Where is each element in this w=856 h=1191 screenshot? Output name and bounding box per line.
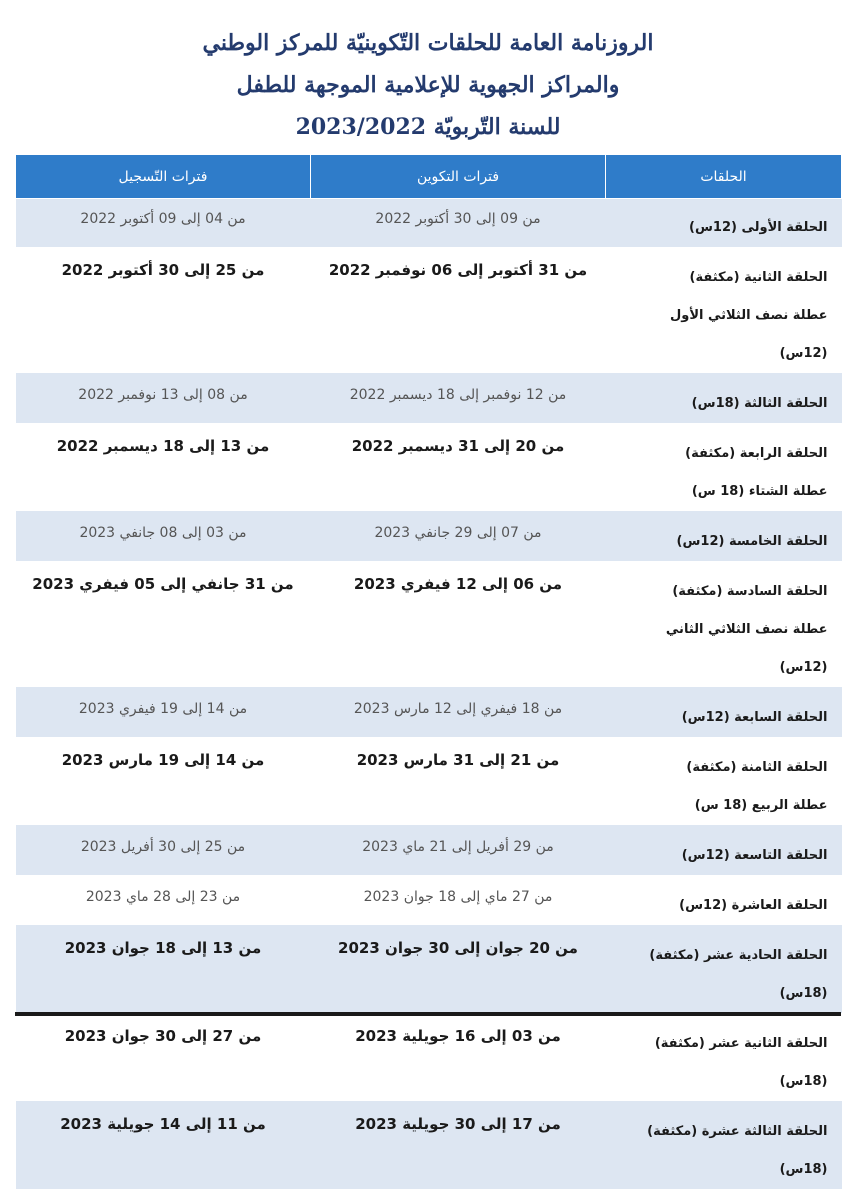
table-row [16,562,842,688]
training-period-cell: من 07 إلى 29 جانفي 2023 [311,512,606,562]
registration-period-cell: من 08 إلى 13 نوفمبر 2022 [16,374,311,424]
training-period-cell: من 31 أكتوبر إلى 06 نوفمبر 2022 [311,248,606,374]
table-row [16,926,842,1014]
circuit-cell: الحلقة الأولى (12س) [606,199,842,249]
column-header-circuits: الحلقات [606,155,842,199]
table-row [16,374,842,424]
registration-period-cell: من 25 إلى 30 أفريل 2023 [16,826,311,876]
column-header-registration: فترات التّسجيل [16,155,311,199]
training-period-cell: من 06 إلى 12 فيفري 2023 [311,562,606,688]
title-line-1: الروزنامة العامة للحلقات التّكوينيّة للمركز الوطني [202,30,654,56]
circuit-cell: الحلقة الحادية عشر (مكثفة) (18س) [606,926,842,1014]
table-row [16,424,842,512]
registration-period-cell: من 13 إلى 18 ديسمبر 2022 [16,424,311,512]
circuit-cell: الحلقة التاسعة (12س) [606,826,842,876]
registration-period-cell: من 31 جانفي إلى 05 فيفري 2023 [16,562,311,688]
registration-period-cell: من 14 إلى 19 فيفري 2023 [16,688,311,738]
schedule-table-wrapper [15,154,841,1191]
circuit-cell: الحلقة الخامسة (12س) [606,512,842,562]
table-row [16,826,842,876]
registration-period-cell: من 03 إلى 08 جانفي 2023 [16,512,311,562]
training-period-cell: من 29 أفريل إلى 21 ماي 2023 [311,826,606,876]
registration-period-cell: من 13 إلى 18 جوان 2023 [16,926,311,1014]
table-row [16,876,842,926]
circuit-cell: الحلقة السابعة (12س) [606,688,842,738]
table-row [16,688,842,738]
training-period-cell: من 09 إلى 30 أكتوبر 2022 [311,199,606,249]
training-period-cell: من 21 إلى 31 مارس 2023 [311,738,606,826]
circuit-cell: الحلقة الرابعة (مكثفة) عطلة الشتاء (18 س) [606,424,842,512]
circuit-cell: الحلقة الثامنة (مكثفة) عطلة الربيع (18 س) [606,738,842,826]
registration-period-cell: من 11 إلى 14 جويلية 2023 [16,1102,311,1190]
registration-period-cell: من 25 إلى 30 أكتوبر 2022 [16,248,311,374]
table-row [16,199,842,249]
circuit-cell: الحلقة الثالثة (18س) [606,374,842,424]
column-header-training: فترات التكوين [311,155,606,199]
training-period-cell: من 20 إلى 31 ديسمبر 2022 [311,424,606,512]
title-line-3: للسنة التّربويّة 2023/2022 [295,114,561,140]
registration-period-cell: من 27 إلى 30 جوان 2023 [16,1014,311,1102]
circuit-cell: الحلقة الثانية (مكثفة) عطلة نصف الثلاثي الأول (12س) [606,248,842,374]
table-row [16,512,842,562]
training-period-cell: من 27 ماي إلى 18 جوان 2023 [311,876,606,926]
registration-period-cell: من 23 إلى 28 ماي 2023 [16,876,311,926]
circuit-cell: الحلقة العاشرة (12س) [606,876,842,926]
schedule-table [15,154,842,1191]
document-title [0,22,856,148]
circuit-cell: الحلقة الثانية عشر (مكثفة) (18س) [606,1014,842,1102]
registration-period-cell: من 14 إلى 19 مارس 2023 [16,738,311,826]
table-header-row [16,155,842,199]
circuit-cell: الحلقة الثالثة عشرة (مكثفة) (18س) [606,1102,842,1190]
training-period-cell: من 18 فيفري إلى 12 مارس 2023 [311,688,606,738]
table-row [16,738,842,826]
table-row [16,248,842,374]
title-line-2: والمراكز الجهوية للإعلامية الموجهة للطفل [236,72,620,98]
circuit-cell: الحلقة السادسة (مكثفة) عطلة نصف الثلاثي الثاني (12س) [606,562,842,688]
training-period-cell: من 03 إلى 16 جويلية 2023 [311,1014,606,1102]
bottom-divider [15,1012,841,1016]
registration-period-cell: من 04 إلى 09 أكتوبر 2022 [16,199,311,249]
table-row [16,1102,842,1190]
training-period-cell: من 12 نوفمبر إلى 18 ديسمبر 2022 [311,374,606,424]
table-row [16,1014,842,1102]
training-period-cell: من 17 إلى 30 جويلية 2023 [311,1102,606,1190]
training-period-cell: من 20 جوان إلى 30 جوان 2023 [311,926,606,1014]
